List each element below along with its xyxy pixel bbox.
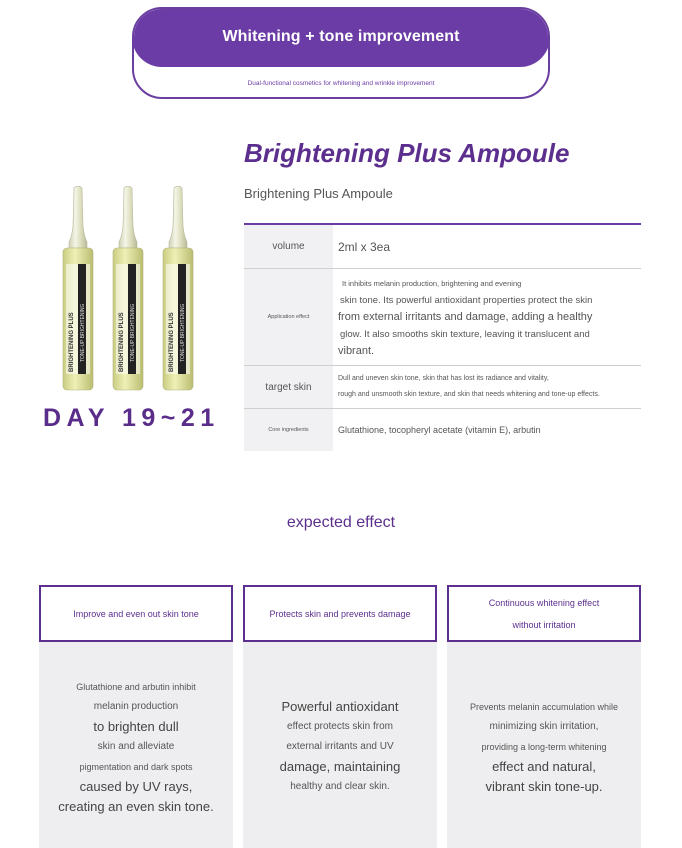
header-subtitle: Dual-functional cosmetics for whitening and wrinkle improvement	[247, 80, 435, 87]
spec-row-effect	[244, 269, 641, 366]
spec-label: Application effect	[244, 269, 333, 365]
svg-text:TONE-UP BRIGHTENING: TONE-UP BRIGHTENING	[180, 303, 186, 362]
spec-label: volume	[244, 225, 333, 268]
header-badge	[132, 7, 550, 99]
product-title: Brightening Plus Ampoule	[244, 138, 570, 168]
product-image	[56, 186, 200, 396]
spec-row-target	[244, 366, 641, 409]
spec-label: Core ingredients	[244, 409, 333, 451]
day-label: DAY 19~21	[43, 404, 220, 432]
spec-value: It inhibits melanin production, brightening and evening skin tone. Its powerful antioxidant properties protect the skin from external irritants and damage, adding a healthy glow. It also smooths skin texture, leaving it translucent and vibrant.	[338, 278, 593, 357]
product-subtitle: Brightening Plus Ampoule	[244, 186, 393, 201]
expected-effect-title: expected effect	[286, 514, 396, 531]
spec-row-ingredients	[244, 409, 641, 451]
effect-card-1-body: Glutathione and arbutin inhibit melanin production to brighten dull skin and alleviate pigmentation and dark spots caused by UV rays, creating an even skin tone.	[39, 642, 233, 848]
svg-text:BRIGHTENING PLUS: BRIGHTENING PLUS	[69, 312, 75, 372]
effect-card-1-header: Improve and even out skin tone	[39, 585, 233, 642]
effect-card-2-body: Powerful antioxidant effect protects skin from external irritants and UV damage, maintaining healthy and clear skin.	[243, 642, 437, 848]
spec-label: target skin	[244, 366, 333, 408]
spec-value: 2ml x 3ea	[338, 239, 391, 254]
ampoule-3	[163, 186, 193, 390]
spec-value: Dull and uneven skin tone, skin that has lost its radiance and vitality, rough and unsmooth skin texture, and skin that needs whitening and tone-up effects.	[338, 375, 600, 398]
spec-value: Glutathione, tocopheryl acetate (vitamin E), arbutin	[338, 425, 541, 435]
svg-text:BRIGHTENING PLUS: BRIGHTENING PLUS	[169, 312, 175, 372]
svg-text:TONE-UP BRIGHTENING: TONE-UP BRIGHTENING	[130, 303, 136, 362]
header-title: Whitening + tone improvement	[132, 7, 550, 67]
effect-card-3-body: Prevents melanin accumulation while minimizing skin irritation, providing a long-term whitening effect and natural, vibrant skin tone-up.	[447, 642, 641, 848]
ampoule-2	[113, 186, 143, 390]
svg-text:TONE-UP BRIGHTENING: TONE-UP BRIGHTENING	[80, 303, 86, 362]
spec-row-volume	[244, 225, 641, 269]
svg-text:BRIGHTENING PLUS: BRIGHTENING PLUS	[119, 312, 125, 372]
effect-card-2-header: Protects skin and prevents damage	[243, 585, 437, 642]
effect-card-3-header: Continuous whitening effect without irritation	[447, 585, 641, 642]
spec-table	[244, 223, 641, 451]
ampoule-1	[63, 186, 93, 390]
